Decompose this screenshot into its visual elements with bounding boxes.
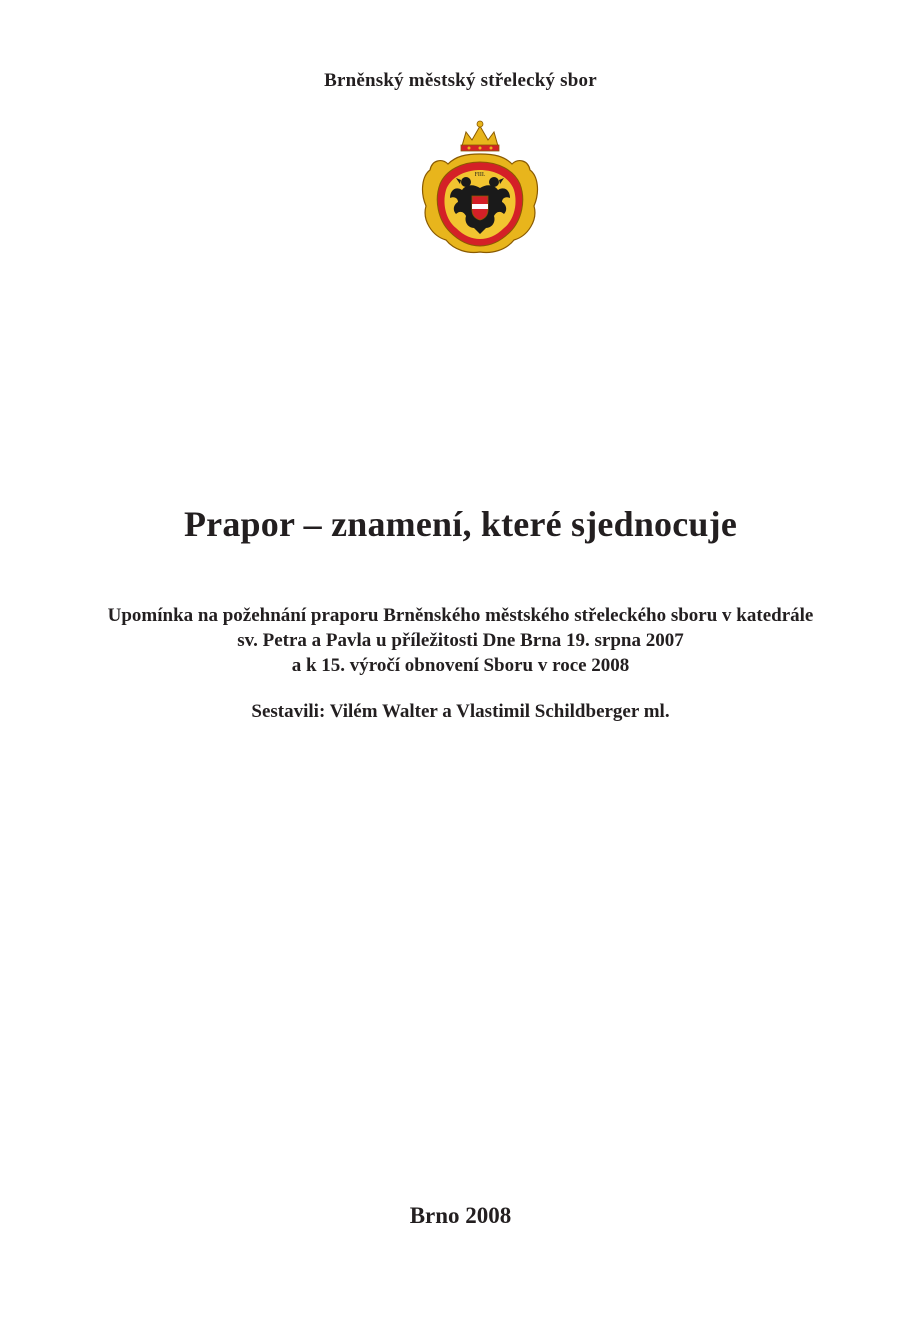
place-and-year: Brno 2008 (409, 1203, 512, 1228)
subtitle-block (60, 603, 861, 678)
document-title: Prapor – znamení, které sjednocuje (183, 504, 738, 544)
breast-shield-icon (472, 196, 488, 220)
subtitle-line: Upomínka na požehnání praporu Brněnského městského střeleckého sboru v katedrále (107, 605, 814, 626)
crown-icon (461, 121, 499, 151)
subtitle-line: a k 15. výročí obnovení Sboru v roce 2008 (291, 655, 630, 676)
organization-name: Brněnský městský střelecký sbor (324, 70, 597, 91)
compilers-credit: Sestavili: Vilém Walter a Vlastimil Schildberger ml. (251, 701, 670, 722)
coat-of-arms-icon (414, 118, 546, 258)
subtitle-line: sv. Petra a Pavla u příležitosti Dne Brna 19. srpna 2007 (237, 630, 684, 651)
svg-text:FIII.: FIII. (474, 172, 486, 178)
